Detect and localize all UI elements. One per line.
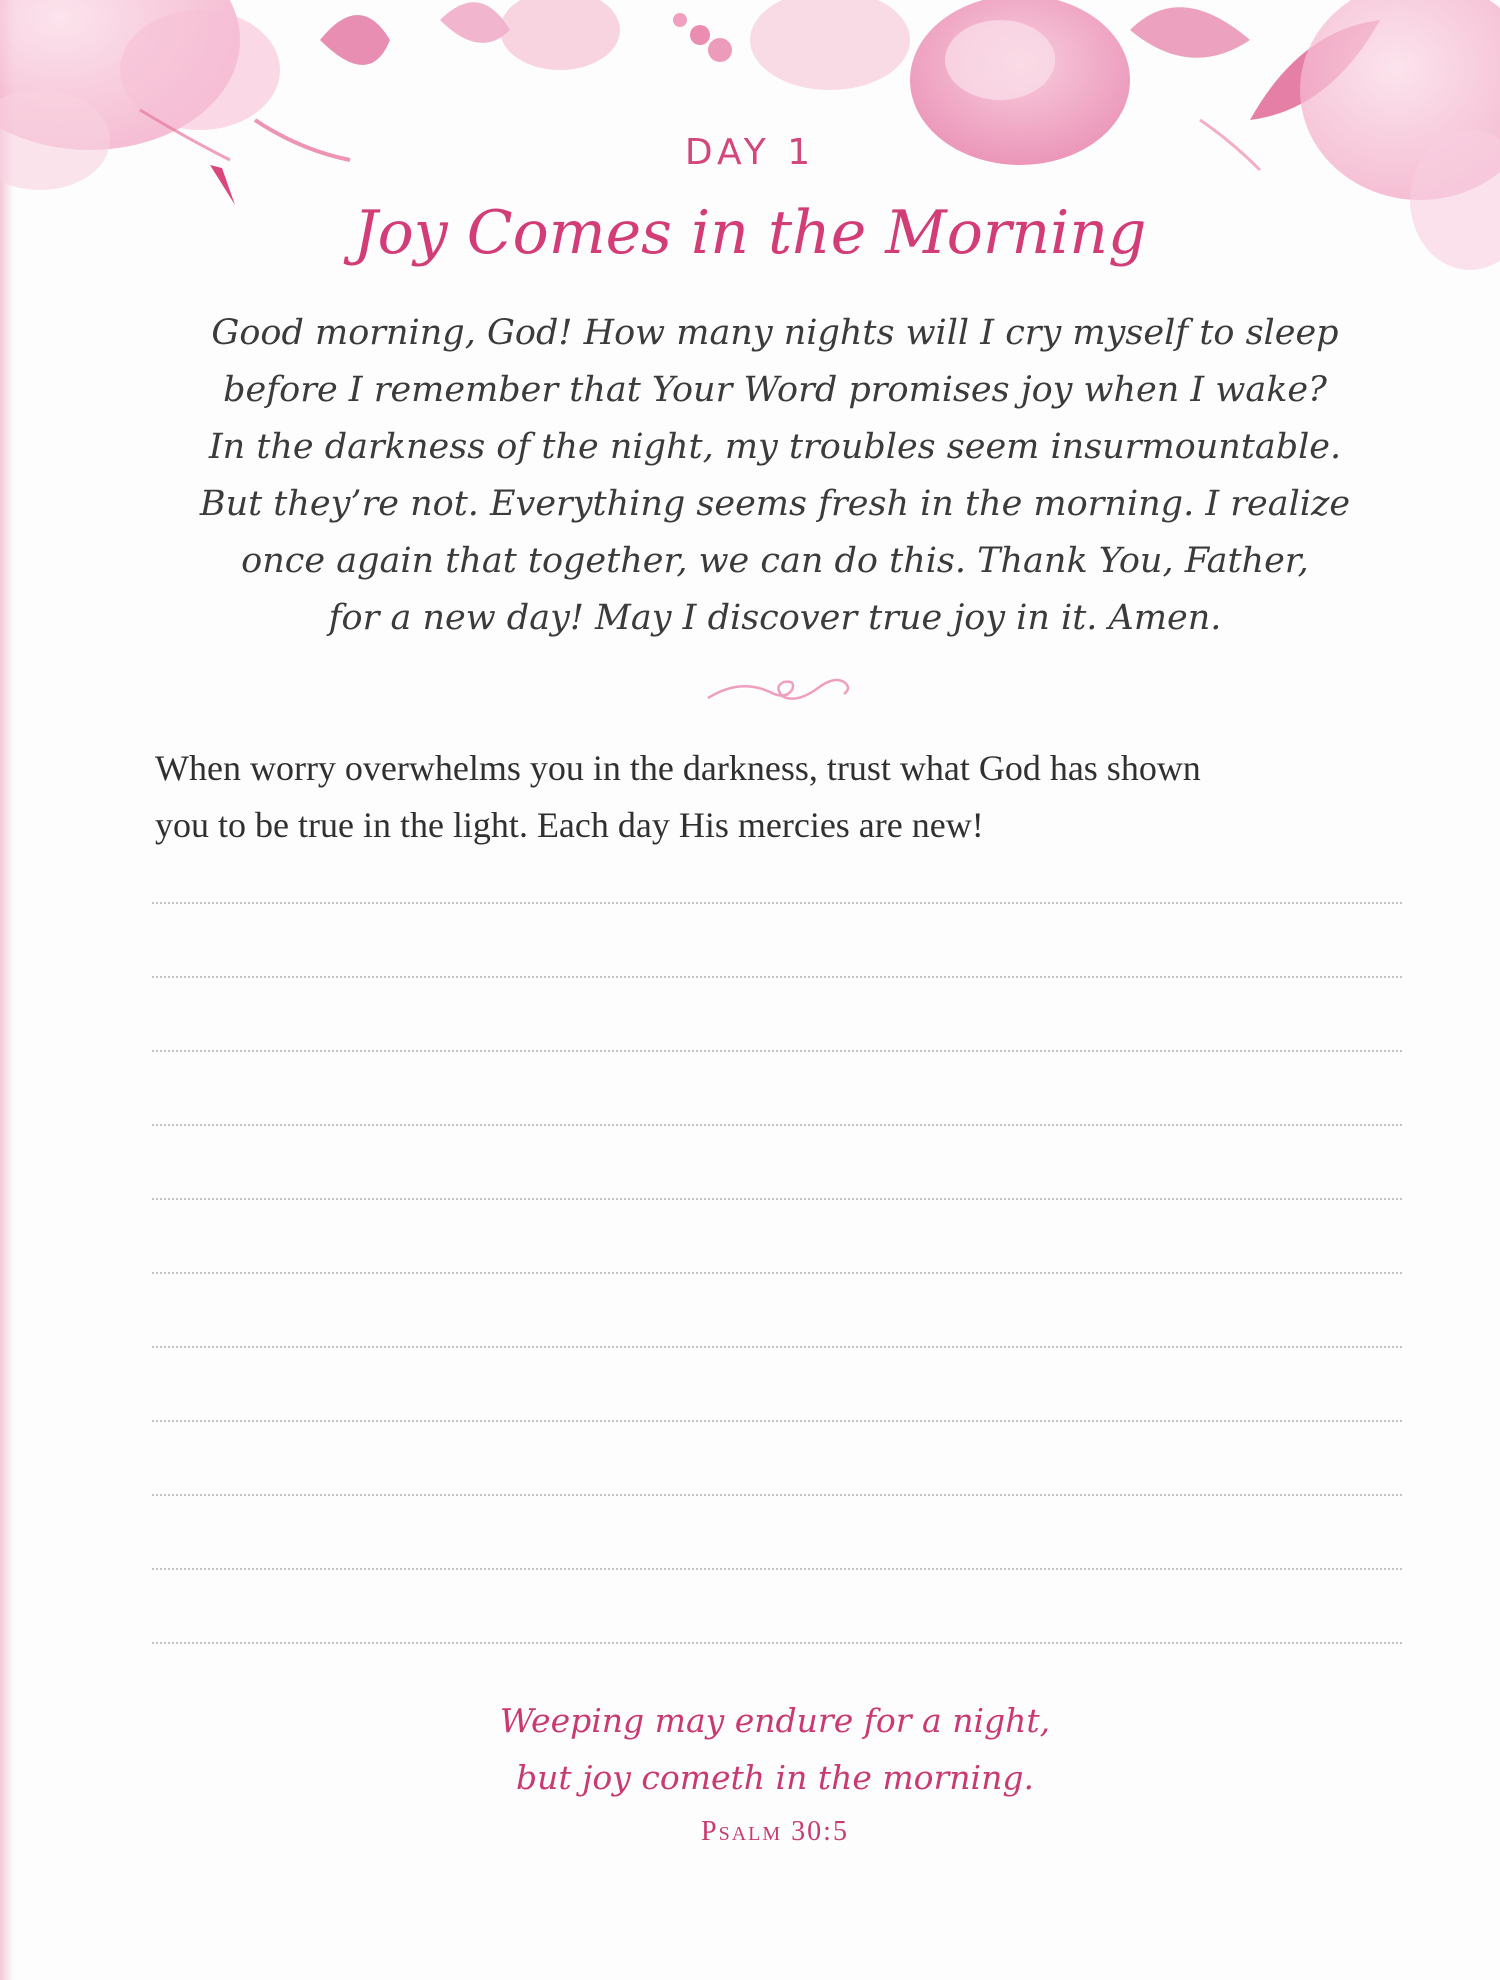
swirl-flourish-icon [700,658,860,718]
prayer-line: before I remember that Your Word promises joy when I wake? [223,370,1327,410]
journal-writing-lines[interactable] [152,902,1402,1644]
scripture-verse [0,1692,1500,1806]
verse-line: Weeping may endure for a night, [499,1701,1051,1740]
scripture-reference: Psalm 30:5 [701,1816,849,1847]
prayer-line: for a new day! May I discover true joy in it. Amen. [328,598,1222,638]
prayer-text [150,305,1400,647]
writing-line[interactable] [152,1348,1402,1422]
prayer-line: Good morning, God! How many nights will I cry myself to sleep [211,313,1339,353]
writing-line[interactable] [152,1052,1402,1126]
verse-line: but joy cometh in the morning. [516,1758,1034,1797]
devotion-line: When worry overwhelms you in the darkness, trust what God has shown [155,748,1201,788]
writing-line[interactable] [152,978,1402,1052]
writing-line[interactable] [152,1570,1402,1644]
devotion-line: you to be true in the light. Each day His mercies are new! [155,805,984,845]
day-label: DAY 1 [684,132,816,173]
prayer-line: once again that together, we can do this. Thank You, Father, [241,541,1309,581]
page-title: Joy Comes in the Morning [353,198,1147,268]
writing-line[interactable] [152,1496,1402,1570]
prayer-line: But they’re not. Everything seems fresh in the morning. I realize [199,484,1351,524]
prayer-line: In the darkness of the night, my troubles seem insurmountable. [208,427,1342,467]
writing-line[interactable] [152,1274,1402,1348]
devotion-text [155,740,1415,854]
writing-line[interactable] [152,1126,1402,1200]
writing-line[interactable] [152,904,1402,978]
writing-line[interactable] [152,1200,1402,1274]
writing-line[interactable] [152,1422,1402,1496]
